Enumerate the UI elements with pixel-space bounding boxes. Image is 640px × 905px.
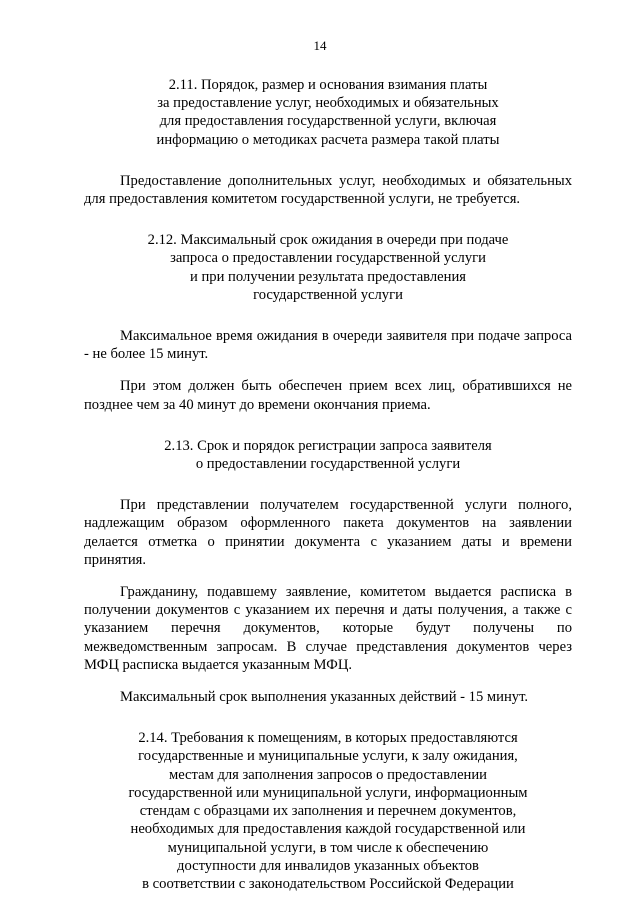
heading-line: информацию о методиках расчета размера такой платы xyxy=(156,131,500,148)
heading-line: стендам с образцами их заполнения и перечнем документов, xyxy=(139,803,517,820)
paragraph: Максимальное время ожидания в очереди заявителя при подаче запроса - не более 15 минут. xyxy=(84,328,572,363)
heading-line: о предоставлении государственной услуги xyxy=(195,456,461,473)
heading-line: 2.11. Порядок, размер и основания взимания платы xyxy=(168,77,488,93)
section-2-12-heading xyxy=(84,231,572,304)
heading-line: государственной или муниципальной услуги, информационным xyxy=(128,784,528,801)
heading-line: местам для заполнения запросов о предоставлении xyxy=(168,766,487,783)
heading-line: государственной услуги xyxy=(253,286,403,303)
paragraph: Гражданину, подавшему заявление, комитетом выдается расписка в получении документов с указанием их перечня и даты получения, а также с указанием перечня документов, которые будут получены по межведомственным запросам. В случае представления документов через МФЦ расписка выдается указанным МФЦ. xyxy=(84,584,572,673)
page-number: 14 xyxy=(313,38,327,53)
heading-line: государственные и муниципальные услуги, к залу ожидания, xyxy=(138,748,518,765)
heading-line: 2.13. Срок и порядок регистрации запроса заявителя xyxy=(164,437,492,454)
paragraph: Максимальный срок выполнения указанных действий - 15 минут. xyxy=(120,689,529,706)
heading-line: муниципальной услуги, в том числе к обеспечению xyxy=(167,839,489,856)
section-2-13-heading xyxy=(84,437,572,473)
paragraph: Предоставление дополнительных услуг, необходимых и обязательных для предоставления комитетом государственной услуги, не требуется. xyxy=(84,172,572,208)
heading-line: 2.12. Максимальный срок ожидания в очереди при подаче xyxy=(147,232,509,249)
section-2-14-heading xyxy=(84,729,572,893)
heading-line: 2.14. Требования к помещениям, в которых предоставляются xyxy=(138,730,518,747)
heading-line: в соответствии с законодательством Российской Федерации xyxy=(142,875,514,892)
document-body xyxy=(84,76,572,893)
heading-line: доступности для инвалидов указанных объектов xyxy=(177,857,479,874)
heading-line: запроса о предоставлении государственной услуги xyxy=(170,250,486,267)
heading-line: для предоставления государственной услуги, включая xyxy=(159,113,497,130)
paragraph: При представлении получателем государственной услуги полного, надлежащим образом оформленного пакета документов на заявлении делается отметка о принятии документа с указанием даты и времени принятия. xyxy=(84,497,572,568)
heading-line: необходимых для предоставления каждой государственной или xyxy=(130,821,526,838)
paragraph: При этом должен быть обеспечен прием всех лиц, обратившихся не позднее чем за 40 минут до времени окончания приема. xyxy=(84,378,572,413)
heading-line: за предоставление услуг, необходимых и обязательных xyxy=(157,95,499,112)
section-2-11-heading xyxy=(84,76,572,149)
heading-line: и при получении результата предоставления xyxy=(190,268,466,285)
